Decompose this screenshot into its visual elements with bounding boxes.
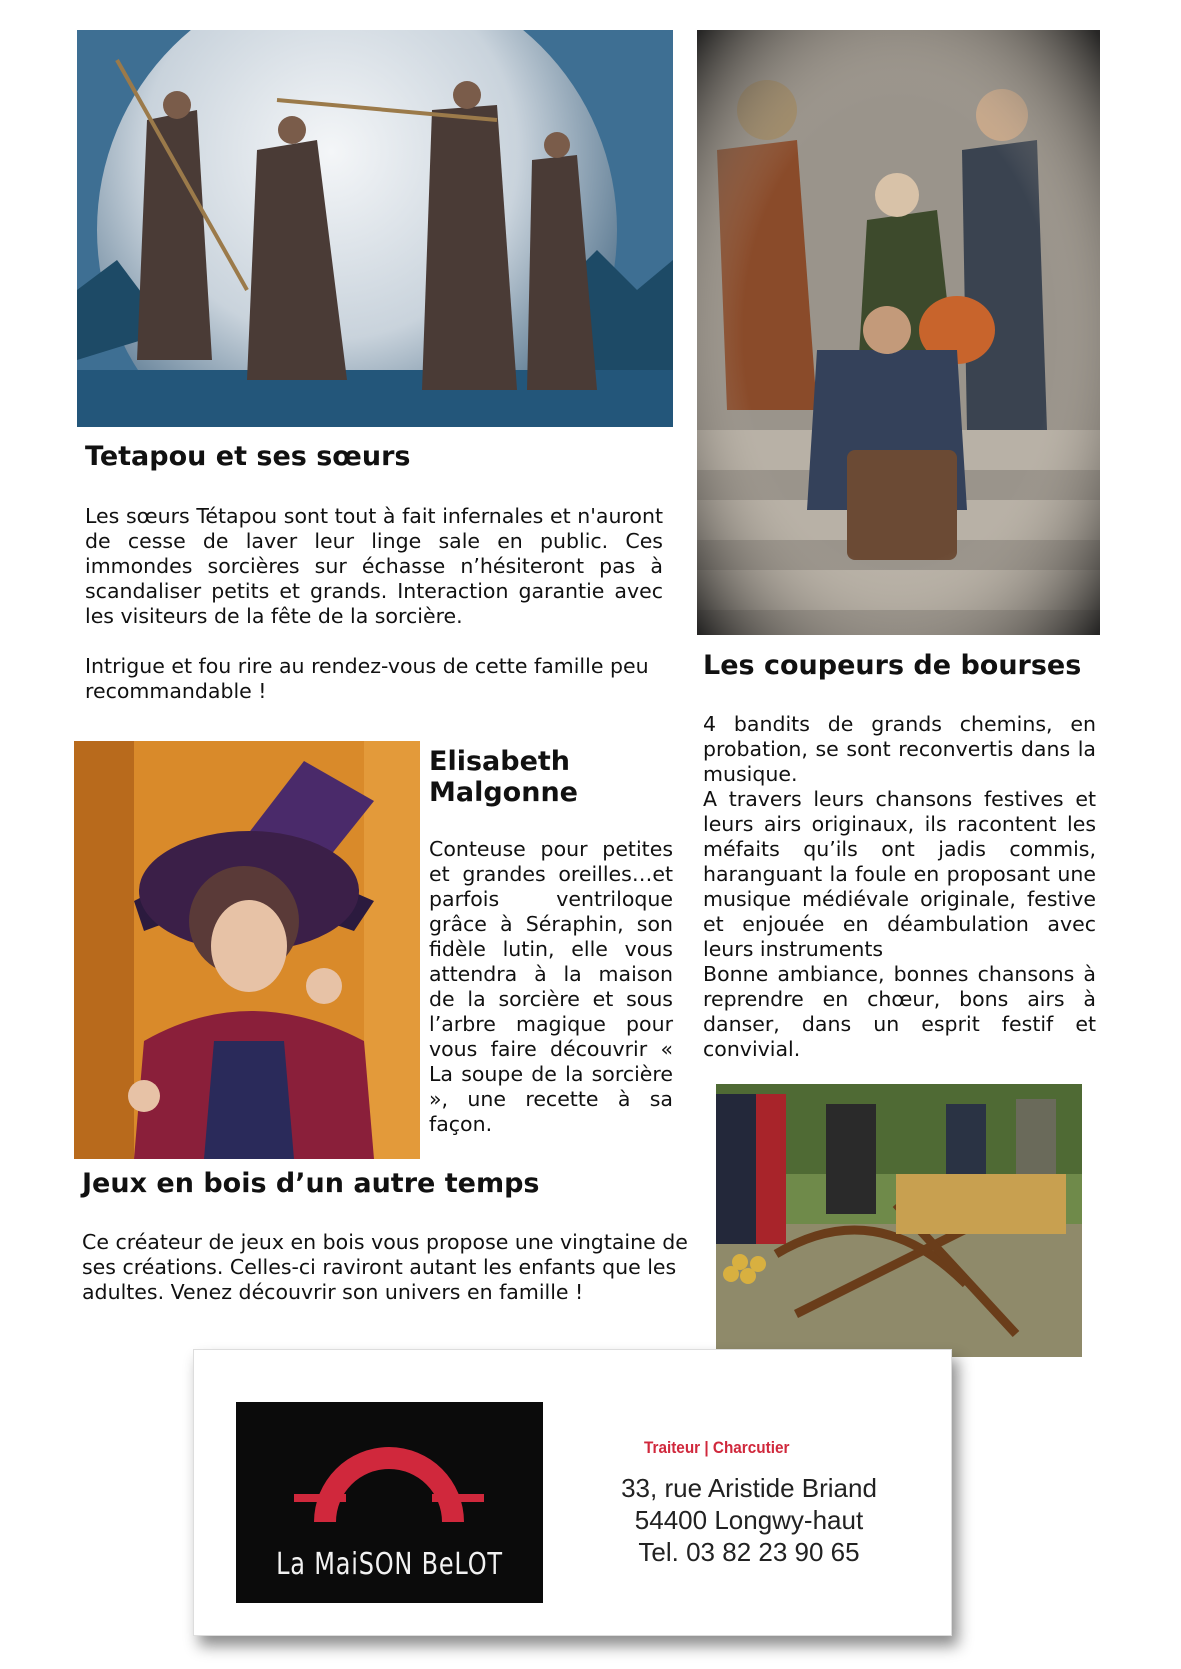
elisabeth-text: Conteuse pour petites et grandes oreilles…et parfois ventriloque grâce à Séraphin, son fidèle lutin, elle vous attendra à la maison de la sorcière et sous l’arbre magique pour vous faire découvrir « La soupe de la sorcière », une recette à sa façon. — [429, 837, 673, 1136]
coupeurs-text — [703, 712, 1096, 1062]
witches-photo — [77, 30, 673, 427]
logo — [236, 1402, 543, 1603]
elisabeth-title-line1: Elisabeth — [429, 746, 571, 777]
brand-name: La MaiSON BeLOT — [276, 1547, 503, 1582]
wooden-games-photo — [716, 1084, 1082, 1357]
section-title-elisabeth — [429, 746, 578, 808]
business-role: Traiteur | Charcutier — [644, 1438, 790, 1457]
address-city: 54400 Longwy-haut — [634, 1505, 864, 1535]
tetapou-paragraph-1: Les sœurs Tétapou sont tout à fait infernales et n'auront de cesse de laver leur linge sale en public. Ces immondes sorcières sur échasse n’hésiteront pas à scandaliser petits et grands. Interaction garantie avec les visiteurs de la fête de la sorcière. — [85, 504, 663, 628]
section-title-jeux: Jeux en bois d’un autre temps — [82, 1168, 540, 1199]
business-card — [193, 1349, 952, 1636]
section-title-coupeurs: Les coupeurs de bourses — [703, 650, 1082, 681]
coupeurs-paragraph-1: 4 bandits de grands chemins, en probation, se sont reconvertis dans la musique. — [703, 712, 1096, 786]
musicians-photo — [697, 30, 1100, 635]
jeux-text: Ce créateur de jeux en bois vous propose une vingtaine de ses créations. Celles-ci raviront autant les enfants que les adultes. Venez découvrir son univers en famille ! — [82, 1230, 688, 1304]
phone-number: Tel. 03 82 23 90 65 — [638, 1537, 860, 1567]
section-title-tetapou: Tetapou et ses sœurs — [85, 441, 411, 472]
storyteller-photo — [74, 741, 420, 1159]
elisabeth-title-line2: Malgonne — [429, 777, 578, 808]
tetapou-text — [85, 504, 663, 704]
address-street: 33, rue Aristide Briand — [621, 1473, 877, 1503]
tetapou-paragraph-2: Intrigue et fou rire au rendez-vous de cette famille peu recommandable ! — [85, 654, 649, 703]
business-address — [599, 1472, 899, 1568]
coupeurs-paragraph-3: Bonne ambiance, bonnes chansons à reprendre en chœur, bons airs à danser, dans un esprit festif et convivial. — [703, 962, 1096, 1061]
coupeurs-paragraph-2: A travers leurs chansons festives et leurs airs originaux, ils racontent les méfaits qu’ils ont jadis commis, haranguant la foule en proposant une musique médiévale originale, festive et enjouée en déambulation avec leurs instruments — [703, 787, 1096, 961]
